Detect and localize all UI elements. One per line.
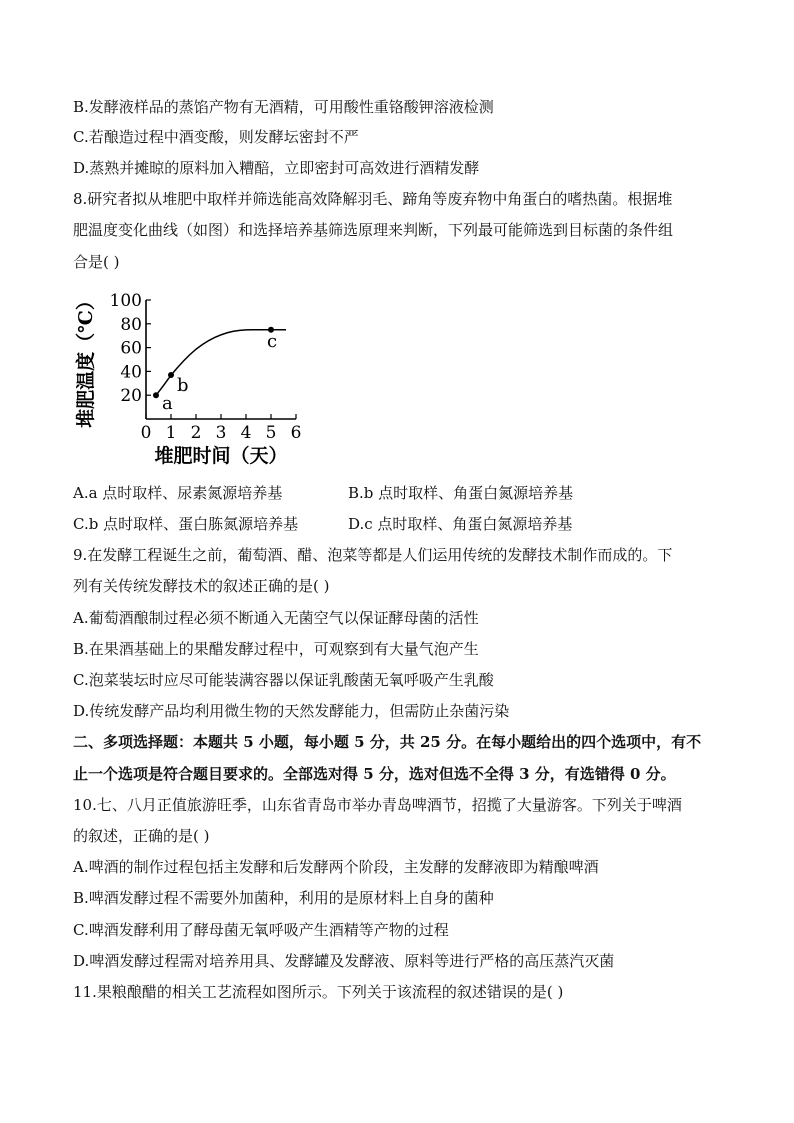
- point-label-c: c: [267, 330, 278, 352]
- x-axis-label: 堆肥时间（天）: [154, 445, 288, 467]
- q7-option-d: D.蒸熟并摊晾的原料加入糟醅，立即密封可高效进行酒精发酵: [73, 159, 480, 177]
- q8-option-c: C.b 点时取样、蛋白胨氮源培养基: [73, 515, 299, 533]
- q8-option-b: B.b 点时取样、角蛋白氮源培养基: [348, 484, 574, 502]
- x-tick-label: 2: [190, 423, 202, 443]
- section2-heading-line-1: 二、多项选择题：本题共 5 小题，每小题 5 分，共 25 分。在每小题给出的四个选项中，有不: [73, 733, 702, 751]
- q8-option-d: D.c 点时取样、角蛋白氮源培养基: [348, 515, 573, 533]
- point-label-a: a: [162, 393, 173, 415]
- q9-option-c: C.泡菜装坛时应尽可能装满容器以保证乳酸菌无氧呼吸产生乳酸: [73, 671, 494, 689]
- x-tick-label: 6: [290, 423, 302, 443]
- point-label-b: b: [177, 374, 189, 396]
- y-tick-label: 100: [109, 291, 142, 311]
- x-tick-label: 1: [165, 423, 177, 443]
- q10-option-d: D.啤酒发酵过程需对培养用具、发酵罐及发酵液、原料等进行严格的高压蒸汽灭菌: [73, 952, 615, 970]
- q7-option-b: B.发酵液样品的蒸馅产物有无酒精，可用酸性重铬酸钾溶液检测: [73, 98, 494, 116]
- y-tick-label: 40: [120, 362, 142, 383]
- y-tick-label: 20: [120, 386, 142, 407]
- y-axis-label: 堆肥温度（℃）: [75, 291, 97, 428]
- q10-option-b: B.啤酒发酵过程不需要外加菌种，利用的是原材料上自身的菌种: [73, 889, 494, 907]
- q10-option-a: A.啤酒的制作过程包括主发酵和后发酵两个阶段，主发酵的发酵液即为精酿啤酒: [73, 858, 599, 876]
- q8-stem-line-3: 合是( ): [73, 253, 120, 271]
- q9-option-b: B.在果酒基础上的果醋发酵过程中，可观察到有大量气泡产生: [73, 640, 479, 658]
- point-a: [153, 392, 159, 398]
- y-tick-label: 80: [120, 314, 142, 335]
- section2-heading-line-2: 止一个选项是符合题目要求的。全部选对得 5 分，选对但选不全得 3 分，有选错得 0 分。: [73, 765, 676, 783]
- x-tick-label: 0: [140, 423, 152, 443]
- q8-stem-line-2: 肥温度变化曲线（如图）和选择培养基筛选原理来判断，下列最可能筛选到目标菌的条件组: [73, 221, 674, 239]
- q9-stem-line-1: 9.在发酵工程诞生之前，葡萄酒、醋、泡菜等都是人们运用传统的发酵技术制作而成的。下: [73, 546, 673, 564]
- q10-option-c: C.啤酒发酵利用了酵母菌无氧呼吸产生酒精等产物的过程: [73, 921, 449, 939]
- x-tick-label: 3: [215, 423, 227, 443]
- q10-stem-line-2: 的叙述，正确的是( ): [73, 827, 210, 845]
- q7-option-c: C.若酿造过程中酒变酸，则发酵坛密封不严: [73, 128, 359, 146]
- q9-stem-line-2: 列有关传统发酵技术的叙述正确的是( ): [73, 577, 330, 595]
- point-b: [168, 372, 174, 378]
- q9-option-d: D.传统发酵产品均利用微生物的天然发酵能力，但需防止杂菌污染: [73, 702, 510, 720]
- q8-option-a: A.a 点时取样、尿素氮源培养基: [73, 484, 283, 502]
- q11-stem-line-1: 11.果粮酿醋的相关工艺流程如图所示。下列关于该流程的叙述错误的是( ): [73, 983, 564, 1001]
- q8-stem-line-1: 8.研究者拟从堆肥中取样并筛选能高效降解羽毛、蹄角等废弃物中角蛋白的嗜热菌。根据堆: [73, 190, 673, 208]
- q10-stem-line-1: 10.七、八月正值旅游旺季，山东省青岛市举办青岛啤酒节，招揽了大量游客。下列关于啤酒: [73, 796, 682, 814]
- x-tick-label: 4: [240, 423, 252, 443]
- compost-temperature-chart: [70, 280, 320, 472]
- y-tick-label: 60: [120, 338, 142, 359]
- q9-option-a: A.葡萄酒酿制过程必须不断通入无菌空气以保证酵母菌的活性: [73, 609, 479, 627]
- x-tick-label: 5: [265, 423, 277, 443]
